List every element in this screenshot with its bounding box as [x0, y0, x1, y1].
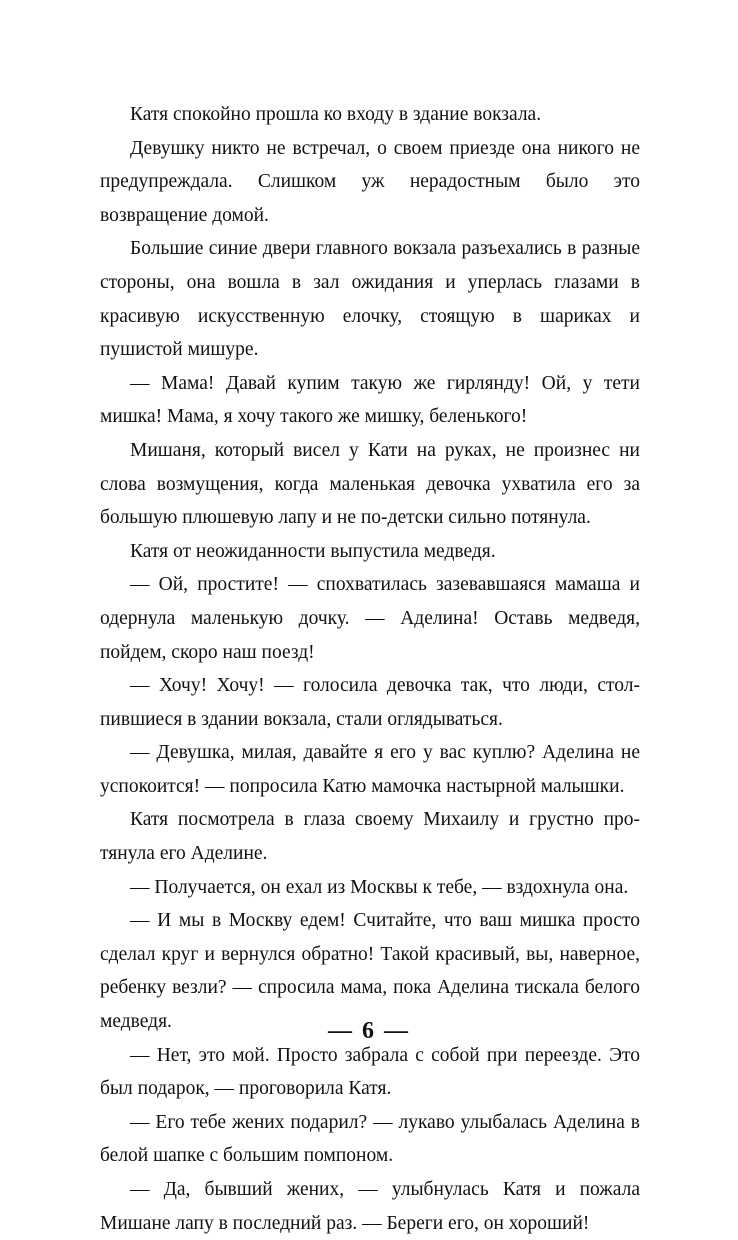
- paragraph: — Получается, он ехал из Москвы к тебе, — вздохнула она.: [130, 876, 629, 898]
- paragraph: — Нет, это мой. Просто забрала с собой при переезде. Это был подарок, — проговорила Катя.: [100, 1044, 640, 1100]
- paragraph: Девушку никто не встречал, о своем приезде она никого не предупреждала. Слишком уж нерадостным было это возвращение домой.: [100, 137, 640, 226]
- paragraph: Катя спокойно прошла ко входу в здание вокзала.: [130, 104, 542, 125]
- paragraph: — Девушка, милая, давайте я его у вас куплю? Аделина не успокоится! — попросила Катю мамочка настырной малышки.: [100, 742, 640, 797]
- paragraph: — Его тебе жених подарил? — лукаво улыбалась Аделина в белой шапке с большим помпоном.: [100, 1111, 640, 1167]
- paragraph: — Мама! Давай купим такую же гирлянду! Ой, у тети мишка! Мама, я хочу такого же мишку, беленького!: [100, 372, 640, 428]
- page-number: — 6 —: [328, 1018, 410, 1044]
- paragraph: Большие синие двери главного вокзала разъехались в разные стороны, она вошла в зал ожидания и уперлась глазами в красивую искусственную елочку, стоящую в шариках и пушистой мишуре.: [100, 238, 640, 361]
- paragraph: — Хочу! Хочу! — голосила девочка так, что люди, столпившиеся в здании вокзала, стали оглядываться.: [100, 675, 640, 730]
- paragraph: Катя посмотрела в глаза своему Михаилу и грустно протянула его Аделине.: [100, 809, 640, 865]
- paragraph: Мишаня, который висел у Кати на руках, не произнес ни слова возмущения, когда маленькая девочка ухватила его за большую плюшевую лапу и не по-детски сильно потянула.: [100, 439, 640, 529]
- paragraph: Катя от неожиданности выпустила медведя.: [130, 540, 496, 562]
- paragraph: — Да, бывший жених, — улыбнулась Катя и пожала Мишане лапу в последний раз. — Береги его, он хороший!: [100, 1179, 640, 1234]
- page-text: [100, 98, 640, 1240]
- paragraph: — И мы в Москву едем! Считайте, что ваш мишка просто сделал круг и вернулся обратно! Такой красивый, вы, наверное, ребенку везли? — спросила мама, пока Аделина тискала белого медведя.: [100, 910, 640, 1033]
- paragraph: — Ой, простите! — спохватилась зазевавшаяся мамаша и одернула маленькую дочку. — Аделина! Оставь медведя, пойдем, скоро наш поезд!: [100, 574, 640, 663]
